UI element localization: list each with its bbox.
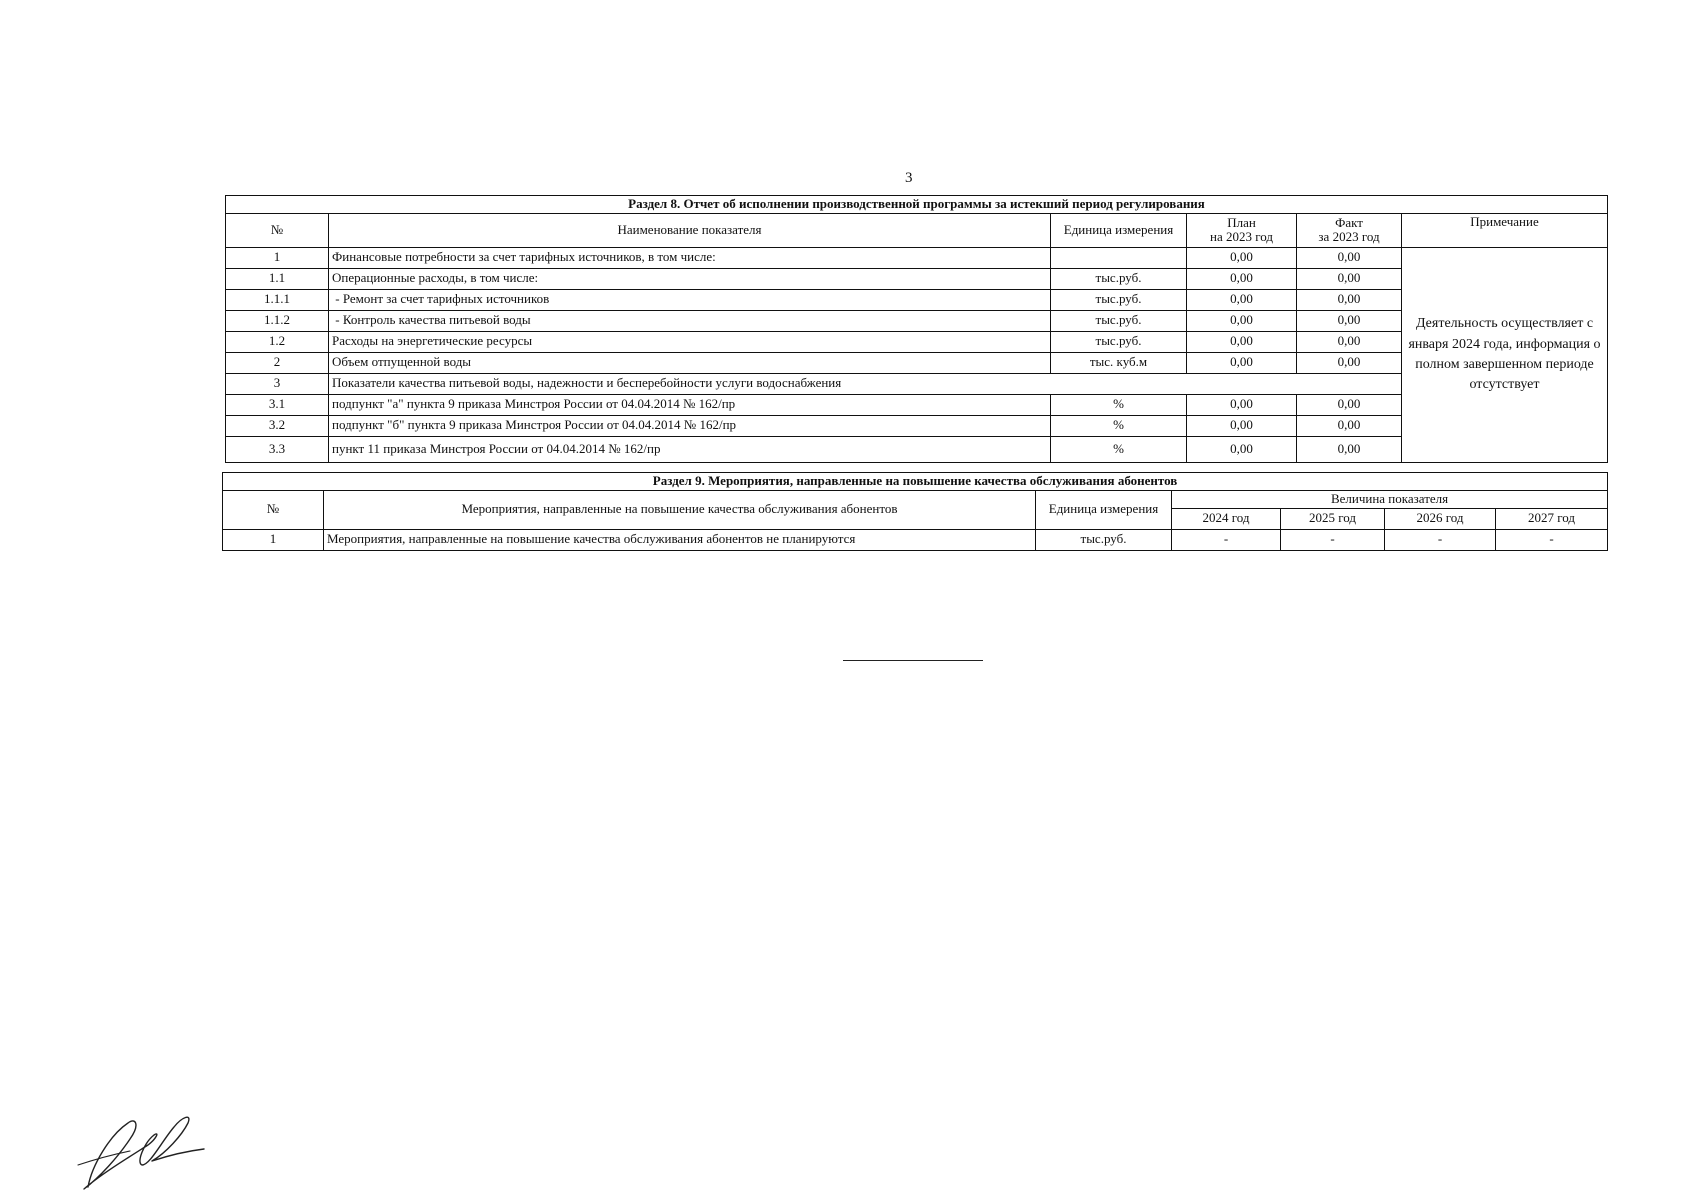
table-row [226,247,1608,268]
row-value: - [1385,529,1496,550]
header-unit: Единица измерения [1036,490,1172,529]
header-name: Наименование показателя [329,213,1051,247]
section8-title: Раздел 8. Отчет об исполнении производственной программы за истекший период регулирования [226,196,1608,214]
row-unit [1051,247,1187,268]
row-plan: 0,00 [1187,352,1297,373]
header-fact-line1: Факт [1335,214,1363,230]
row-plan: 0,00 [1187,331,1297,352]
table-row [226,310,1608,331]
row-name: Показатели качества питьевой воды, надежности и бесперебойности услуги водоснабжения [329,373,1402,394]
row-fact: 0,00 [1297,415,1402,436]
row-name: - Контроль качества питьевой воды [329,310,1051,331]
row-unit: тыс.руб. [1051,310,1187,331]
row-unit: % [1051,415,1187,436]
table-row [226,394,1608,415]
table-row [226,352,1608,373]
row-unit: % [1051,394,1187,415]
header-year: 2026 год [1385,508,1496,529]
row-num: 3 [226,373,329,394]
row-name: подпункт "б" пункта 9 приказа Минстроя России от 04.04.2014 № 162/пр [329,415,1051,436]
row-fact: 0,00 [1297,289,1402,310]
row-num: 1 [223,529,324,550]
header-plan-line2: на 2023 год [1210,229,1273,245]
row-num: 3.1 [226,394,329,415]
row-name: Финансовые потребности за счет тарифных источников, в том числе: [329,247,1051,268]
row-unit: тыс.руб. [1036,529,1172,550]
row-name: - Ремонт за счет тарифных источников [329,289,1051,310]
row-fact: 0,00 [1297,352,1402,373]
row-fact: 0,00 [1297,394,1402,415]
row-num: 1.1.2 [226,310,329,331]
row-fact: 0,00 [1297,247,1402,268]
table-row [226,331,1608,352]
row-num: 1.1 [226,268,329,289]
header-name: Мероприятия, направленные на повышение качества обслуживания абонентов [324,490,1036,529]
note-text: Деятельность осуществляет с января 2024 года, информация о полном завершенном периоде отсутствует [1402,247,1608,462]
row-fact: 0,00 [1297,331,1402,352]
row-unit: тыс.руб. [1051,268,1187,289]
row-name: пункт 11 приказа Минстроя России от 04.04.2014 № 162/пр [329,436,1051,462]
row-plan: 0,00 [1187,436,1297,462]
header-num: № [226,213,329,247]
row-name: Операционные расходы, в том числе: [329,268,1051,289]
row-name: Мероприятия, направленные на повышение качества обслуживания абонентов не планируются [324,529,1036,550]
header-fact [1297,213,1402,247]
table-row [226,268,1608,289]
row-value: - [1281,529,1385,550]
row-unit: тыс.руб. [1051,289,1187,310]
divider-line [843,660,983,661]
row-fact: 0,00 [1297,268,1402,289]
header-unit: Единица измерения [1051,213,1187,247]
row-plan: 0,00 [1187,415,1297,436]
table-row [226,436,1608,462]
header-plan-line1: План [1227,214,1256,230]
row-unit: % [1051,436,1187,462]
row-num: 2 [226,352,329,373]
row-unit: тыс.руб. [1051,331,1187,352]
row-num: 3.3 [226,436,329,462]
table-row [226,289,1608,310]
row-plan: 0,00 [1187,268,1297,289]
row-plan: 0,00 [1187,394,1297,415]
header-value: Величина показателя [1172,490,1608,508]
table-row [226,415,1608,436]
table-row [226,373,1608,394]
header-year: 2027 год [1496,508,1608,529]
row-name: подпункт "а" пункта 9 приказа Минстроя России от 04.04.2014 № 162/пр [329,394,1051,415]
section9-table [222,472,1608,551]
table-row [223,529,1608,550]
header-plan [1187,213,1297,247]
row-plan: 0,00 [1187,247,1297,268]
row-num: 3.2 [226,415,329,436]
row-num: 1.1.1 [226,289,329,310]
row-value: - [1496,529,1608,550]
section8-table [225,195,1608,463]
row-fact: 0,00 [1297,436,1402,462]
signature [70,1105,210,1195]
section9-title: Раздел 9. Мероприятия, направленные на повышение качества обслуживания абонентов [223,473,1608,491]
row-value: - [1172,529,1281,550]
row-unit: тыс. куб.м [1051,352,1187,373]
page-number: 3 [905,170,913,186]
header-year: 2024 год [1172,508,1281,529]
row-fact: 0,00 [1297,310,1402,331]
header-note: Примечание [1402,213,1608,247]
row-num: 1 [226,247,329,268]
row-num: 1.2 [226,331,329,352]
row-plan: 0,00 [1187,310,1297,331]
row-plan: 0,00 [1187,289,1297,310]
header-num: № [223,490,324,529]
header-fact-line2: за 2023 год [1318,229,1380,245]
header-year: 2025 год [1281,508,1385,529]
row-name: Объем отпущенной воды [329,352,1051,373]
row-name: Расходы на энергетические ресурсы [329,331,1051,352]
